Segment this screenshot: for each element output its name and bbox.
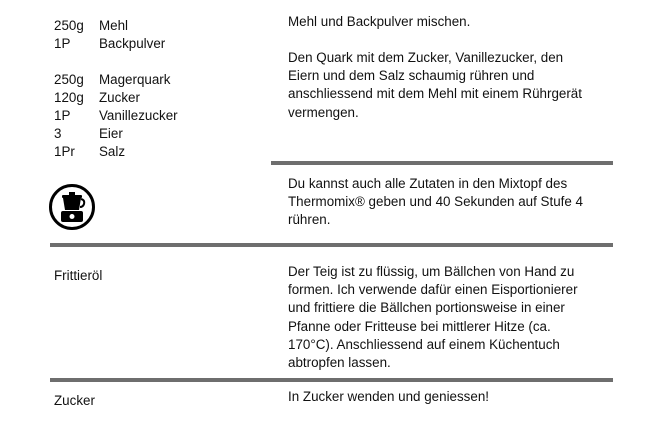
ingredient-qty: 120g bbox=[54, 90, 84, 105]
ingredient-qty: 250g bbox=[54, 72, 84, 87]
instruction-line: und frittiere die Bällchen portionsweise in einer bbox=[288, 300, 565, 316]
instruction-line: Der Teig ist zu flüssig, um Bällchen von Hand zu bbox=[288, 264, 575, 279]
ingredient-qty: 1P bbox=[54, 108, 71, 123]
instruction-thermomix-note bbox=[288, 175, 618, 230]
instruction-line: abtropfen lassen. bbox=[288, 355, 391, 371]
instruction-step-4 bbox=[288, 388, 618, 406]
instruction-line: Mehl und Backpulver mischen. bbox=[288, 14, 471, 29]
instruction-step-3 bbox=[288, 263, 618, 372]
instruction-line: Du kannst auch alle Zutaten in den Mixtopf des bbox=[288, 176, 568, 191]
ingredient-qty: 3 bbox=[54, 126, 62, 141]
instruction-line: anschliessend mit dem Mehl mit einem Rührgerät bbox=[288, 86, 582, 102]
instruction-line: rühren. bbox=[288, 212, 331, 228]
ingredient-name: Mehl bbox=[99, 18, 129, 33]
ingredient-name: Zucker bbox=[54, 393, 95, 408]
instruction-line: Pfanne oder Fritteuse bei mittlerer Hitze (ca. bbox=[288, 318, 551, 334]
instruction-step-2 bbox=[288, 49, 618, 122]
ingredient-name: Eier bbox=[99, 126, 123, 141]
section-divider bbox=[50, 378, 613, 382]
ingredient-qty: 1P bbox=[54, 36, 71, 51]
section-divider bbox=[271, 161, 613, 165]
ingredient-name: Zucker bbox=[99, 90, 140, 105]
ingredient-name: Magerquark bbox=[99, 72, 171, 87]
ingredient-name: Salz bbox=[99, 144, 126, 159]
instruction-line: formen. Ich verwende dafür einen Eisportionierer bbox=[288, 282, 578, 298]
instruction-line: Den Quark mit dem Zucker, Vanillezucker, den bbox=[288, 50, 564, 65]
instruction-line: Thermomix® geben und 40 Sekunden auf Stufe 4 bbox=[288, 194, 583, 210]
instruction-line: Eiern und dem Salz schaumig rühren und bbox=[288, 68, 535, 84]
instruction-line: In Zucker wenden und geniessen! bbox=[288, 389, 489, 404]
ingredient-qty: 1Pr bbox=[54, 144, 75, 159]
thermomix-icon bbox=[48, 183, 96, 231]
ingredient-qty: 250g bbox=[54, 18, 84, 33]
ingredient-name: Vanillezucker bbox=[99, 108, 178, 123]
instruction-line: vermengen. bbox=[288, 104, 359, 120]
ingredient-name: Backpulver bbox=[99, 36, 166, 51]
instruction-line: 170°C). Anschliessend auf einem Küchentuch bbox=[288, 336, 560, 352]
ingredient-name: Frittieröl bbox=[54, 268, 103, 283]
section-divider bbox=[50, 243, 613, 247]
instruction-step-1 bbox=[288, 13, 618, 31]
